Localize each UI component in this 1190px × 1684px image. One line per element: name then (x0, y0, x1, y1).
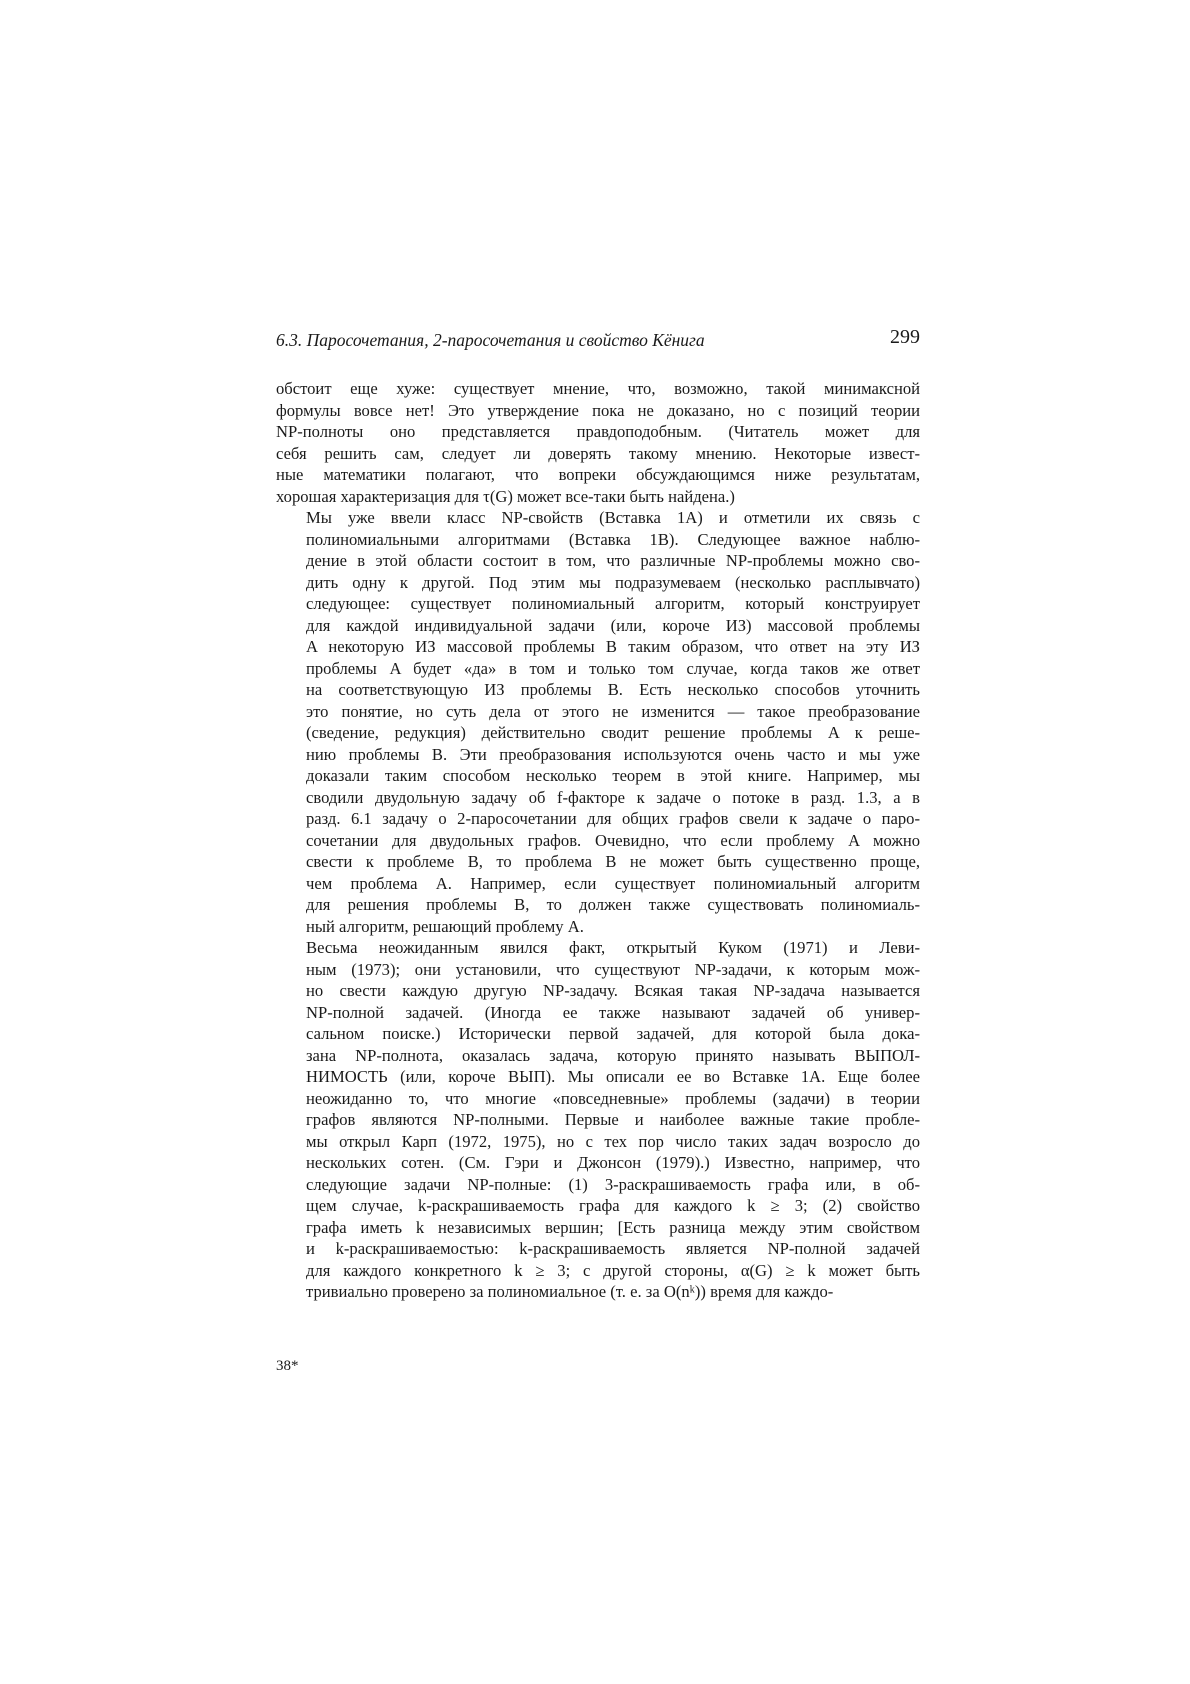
text-line: Мы уже ввели класс NP-свойств (Вставка 1A) и отметили их связь с (306, 508, 920, 527)
text-line: нескольких сотен. (См. Гэри и Джонсон (1979).) Известно, например, что (306, 1153, 920, 1172)
page-content (276, 326, 920, 1303)
body-text (276, 378, 920, 1303)
text-line: чем проблема A. Например, если существует полиномиальный алгоритм (306, 873, 920, 893)
text-line: ным (1973); они установили, что существуют NP-задачи, к которым мож- (306, 959, 920, 979)
text-line: это понятие, но суть дела от этого не изменится — такое преобразование (306, 701, 920, 721)
text-line: щем случае, k-раскрашиваемость графа для каждого k ≥ 3; (2) свойство (306, 1196, 920, 1215)
text-line: NP-полной задачей. (Иногда ее также называют задачей об универ- (306, 1002, 920, 1022)
text-line: Весьма неожиданным явился факт, открытый Куком (1971) и Леви- (306, 938, 920, 957)
text-line: формулы вовсе нет! Это утверждение пока не доказано, но с позиций теории (276, 400, 920, 420)
text-line: графов являются NP-полными. Первые и наиболее важные такие пробле- (306, 1110, 920, 1129)
page-number: 299 (890, 326, 920, 348)
text-line: сочетании для двудольных графов. Очевидно, что если проблему A можно (306, 830, 920, 850)
text-line: ные математики полагают, что вопреки обсуждающимся ниже результатам, (276, 465, 920, 484)
text-line: для решения проблемы B, то должен также существовать полиномиаль- (306, 895, 920, 914)
text-line: сводили двудольную задачу об f-факторе к задаче о потоке в разд. 1.3, а в (306, 787, 920, 807)
text-line: нию проблемы B. Эти преобразования используются очень часто и мы уже (306, 744, 920, 764)
text-line: себя решить сам, следует ли доверять такому мнению. Некоторые извест- (276, 443, 920, 463)
text-line: НИМОСТЬ (или, короче ВЫП). Мы описали ее во Вставке 1A. Еще более (306, 1067, 920, 1086)
paragraph (276, 507, 920, 937)
text-line: полиномиальными алгоритмами (Вставка 1B). Следующее важное наблю- (306, 529, 920, 549)
text-line: NP-полноты оно представляется правдоподобным. (Читатель может для (276, 422, 920, 441)
text-line: на соответствующую ИЗ проблемы B. Есть несколько способов уточнить (306, 680, 920, 699)
text-line: следующие задачи NP-полные: (1) 3-раскрашиваемость графа или, в об- (306, 1174, 920, 1194)
text-line: графа иметь k независимых вершин; [Есть разница между этим свойством (306, 1217, 920, 1237)
text-line: хорошая характеризация для τ(G) может все-таки быть найдена.) (276, 486, 735, 506)
text-line: и k-раскрашиваемостью: k-раскрашиваемость является NP-полной задачей (306, 1239, 920, 1258)
signature-mark: 38* (276, 1358, 299, 1374)
text-line: следующее: существует полиномиальный алгоритм, который конструирует (306, 594, 920, 613)
text-line: обстоит еще хуже: существует мнение, что, возможно, такой минимаксной (276, 379, 920, 398)
paragraph (276, 937, 920, 1303)
text-line: разд. 6.1 задачу о 2-паросочетании для общих графов свели к задаче о паро- (306, 809, 920, 828)
text-line: зана NP-полнота, оказалась задача, которую принято называть ВЫПОЛ- (306, 1045, 920, 1065)
text-line: тривиально проверено за полиномиальное (т. е. за O(nᵏ)) время для каждо- (306, 1282, 834, 1301)
text-line: (сведение, редукция) действительно сводит решение проблемы A к реше- (306, 723, 920, 742)
text-line: проблемы A будет «да» в том и только том случае, когда таков же ответ (306, 658, 920, 678)
section-title: 6.3. Паросочетания, 2-паросочетания и свойство Кёнига (276, 330, 705, 350)
text-line: доказали таким способом несколько теорем в этой книге. Например, мы (306, 766, 920, 785)
text-line: дение в этой области состоит в том, что различные NP-проблемы можно сво- (306, 551, 920, 570)
text-line: неожиданно то, что многие «повседневные» проблемы (задачи) в теории (306, 1088, 920, 1108)
text-line: для каждой индивидуальной задачи (или, короче ИЗ) массовой проблемы (306, 615, 920, 635)
text-line: но свести каждую другую NP-задачу. Всякая такая NP-задача называется (306, 981, 920, 1000)
text-line: ный алгоритм, решающий проблему A. (306, 916, 584, 936)
running-head (276, 326, 920, 356)
text-line: свести к проблеме B, то проблема B не может быть существенно проще, (306, 852, 920, 871)
text-line: для каждого конкретного k ≥ 3; с другой стороны, α(G) ≥ k может быть (306, 1260, 920, 1280)
text-line: A некоторую ИЗ массовой проблемы B таким образом, что ответ на эту ИЗ (306, 637, 920, 656)
paragraph (276, 378, 920, 507)
text-line: сальном поиске.) Исторически первой задачей, для которой была дока- (306, 1024, 920, 1043)
text-line: дить одну к другой. Под этим мы подразумеваем (несколько расплывчато) (306, 572, 920, 592)
text-line: мы открыл Карп (1972, 1975), но с тех пор число таких задач возросло до (306, 1131, 920, 1151)
